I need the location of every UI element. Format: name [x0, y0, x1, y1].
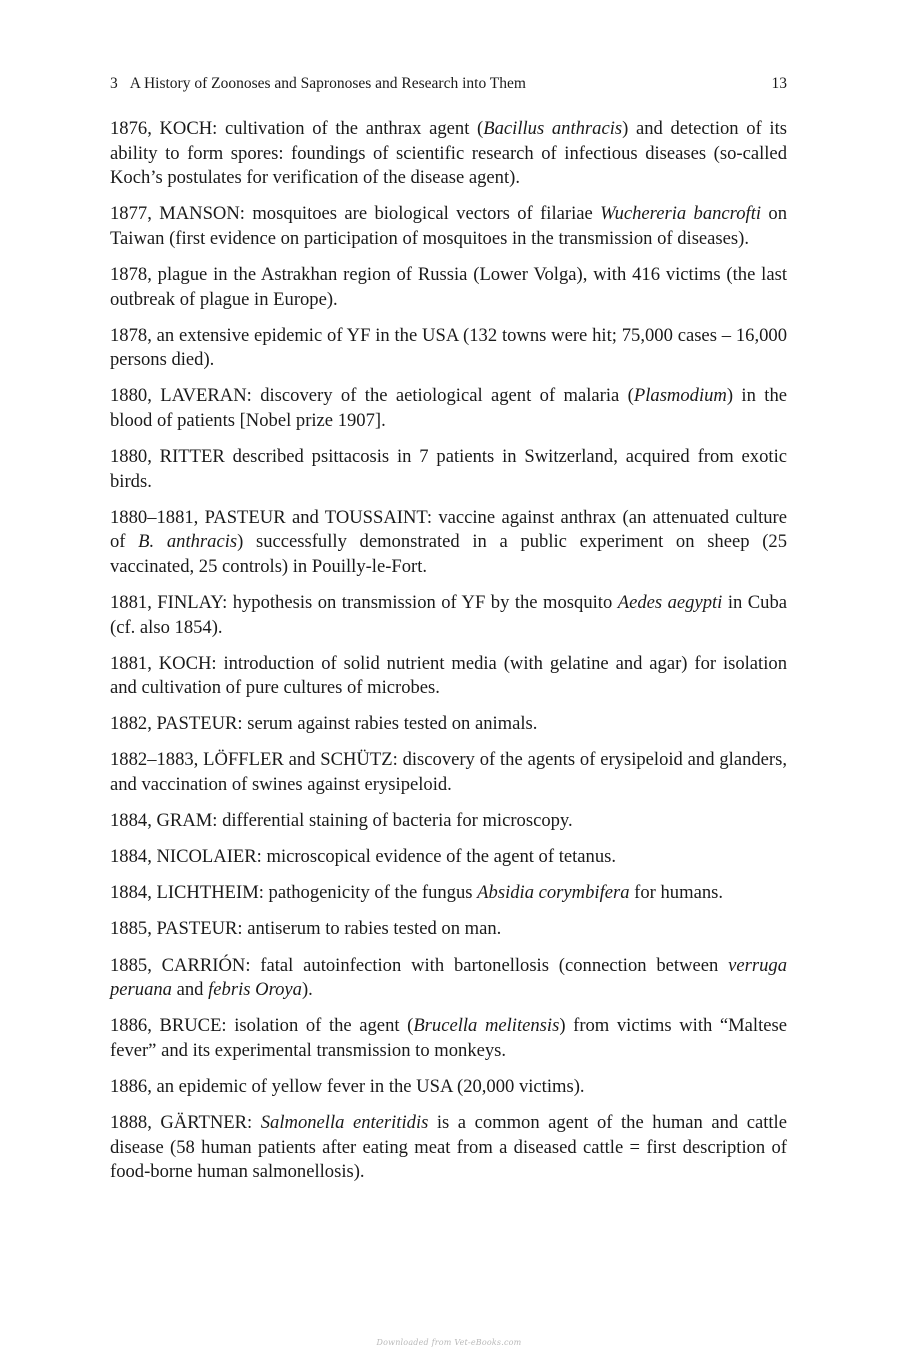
chronology-entry: [110, 881, 787, 906]
entry-text: in Cuba (cf. also 1854).: [110, 592, 788, 638]
chapter-number: 3: [110, 75, 118, 92]
chronology-entry: [110, 202, 787, 251]
italic-term: verruga peruana: [110, 954, 787, 1001]
chronology-entry: [110, 712, 787, 737]
entry-text: 1882–1883, LÖFFLER and SCHÜTZ: discovery of the agents of erysipeloid and glanders, and vaccination of swines against erysipeloid.: [110, 749, 787, 796]
entry-text: 1881, KOCH: introduction of solid nutrient media (with gelatine and agar) for isolation and cultivation of pure cultures of microbes.: [110, 652, 787, 699]
italic-term: Absidia corymbifera: [477, 882, 630, 904]
entry-text: ) from victims with “Maltese fever” and its experimental transmission to monkeys.: [110, 1015, 787, 1061]
chronology-entry: [110, 445, 787, 494]
chronology-entry: [110, 1111, 787, 1185]
entry-text: 1878, an extensive epidemic of YF in the USA (132 towns were hit; 75,000 cases – 16,000 persons died).: [110, 324, 787, 371]
chronology-entry: [110, 954, 787, 1003]
entry-text: 1884, GRAM: differential staining of bacteria for microscopy.: [110, 810, 573, 832]
italic-term: Salmonella enteritidis: [260, 1112, 429, 1133]
entry-text: and: [171, 979, 209, 1001]
entry-text: is a common agent of the human and cattle disease (58 human patients after eating meat from a diseased cattle = first description of food-borne human salmonellosis).: [110, 1112, 787, 1183]
italic-term: Brucella melitensis: [413, 1015, 560, 1037]
entry-text: 1881, FINLAY: hypothesis on transmission of YF by the mosquito: [110, 592, 618, 613]
entry-text: 1882, PASTEUR: serum against rabies tested on animals.: [110, 713, 538, 735]
italic-term: Aedes aegypti: [617, 592, 723, 613]
book-page: [110, 0, 787, 1360]
italic-term: Bacillus anthracis: [483, 118, 623, 139]
entry-text: 1884, LICHTHEIM: pathogenicity of the fungus: [110, 882, 478, 904]
chronology-entry: [110, 652, 787, 701]
entry-text: ).: [301, 979, 313, 1001]
entry-text: 1878, plague in the Astrakhan region of Russia (Lower Volga), with 416 victims (the last outbreak of plague in Europe).: [110, 263, 787, 310]
entry-text: ) and detection of its ability to form spores: foundings of scientific research of infectious diseases (so-called Koch’s postulates for verification of the disease agent).: [110, 118, 787, 189]
chronology-entry: [110, 845, 787, 870]
italic-term: Wuchereria bancrofti: [600, 203, 762, 225]
chronology-entry: [110, 748, 787, 797]
chronology-entry: [110, 117, 787, 191]
download-watermark: Downloaded from Vet-eBooks.com: [376, 1338, 522, 1347]
entry-text: 1888, GÄRTNER:: [110, 1112, 261, 1133]
chronology-entry: [110, 506, 787, 580]
chronology-entry: [110, 809, 787, 834]
entry-text: 1885, PASTEUR: antiserum to rabies tested on man.: [110, 918, 502, 940]
chapter-heading: [110, 74, 526, 94]
entry-text: ) in the blood of patients [Nobel prize 1907].: [110, 385, 787, 431]
entry-text: 1880–1881, PASTEUR and TOUSSAINT: vaccine against anthrax (an attenuated culture of: [110, 506, 787, 553]
chronology-entry: [110, 324, 787, 373]
entry-text: 1884, NICOLAIER: microscopical evidence of the agent of tetanus.: [110, 846, 617, 868]
italic-term: Plasmodium: [633, 385, 727, 407]
entry-text: for humans.: [629, 882, 723, 904]
running-head: [110, 74, 787, 94]
entry-text: ) successfully demonstrated in a public experiment on sheep (25 vaccinated, 25 controls) in Pouilly-le-Fort.: [110, 531, 787, 577]
chronology-list: [110, 117, 787, 1196]
chronology-entry: [110, 1075, 787, 1100]
entry-text: 1885, CARRIÓN: fatal autoinfection with bartonellosis (connection between: [110, 954, 729, 976]
entry-text: 1886, BRUCE: isolation of the agent (: [110, 1015, 414, 1037]
page-number: 13: [771, 75, 787, 92]
entry-text: on Taiwan (first evidence on participation of mosquitoes in the transmission of diseases).: [110, 203, 787, 249]
entry-text: 1886, an epidemic of yellow fever in the USA (20,000 victims).: [110, 1075, 585, 1097]
chronology-entry: [110, 384, 787, 433]
entry-text: 1880, LAVERAN: discovery of the aetiological agent of malaria (: [110, 385, 634, 407]
italic-term: B. anthracis: [138, 531, 238, 553]
italic-term: febris Oroya: [208, 979, 302, 1001]
chapter-title: A History of Zoonoses and Sapronoses and Research into Them: [129, 75, 526, 92]
chronology-entry: [110, 917, 787, 942]
entry-text: 1877, MANSON: mosquitoes are biological vectors of filariae: [110, 203, 601, 225]
entry-text: 1876, KOCH: cultivation of the anthrax agent (: [110, 118, 484, 139]
chronology-entry: [110, 1014, 787, 1063]
entry-text: 1880, RITTER described psittacosis in 7 patients in Switzerland, acquired from exotic birds.: [110, 446, 787, 492]
chronology-entry: [110, 263, 787, 312]
chronology-entry: [110, 591, 787, 640]
